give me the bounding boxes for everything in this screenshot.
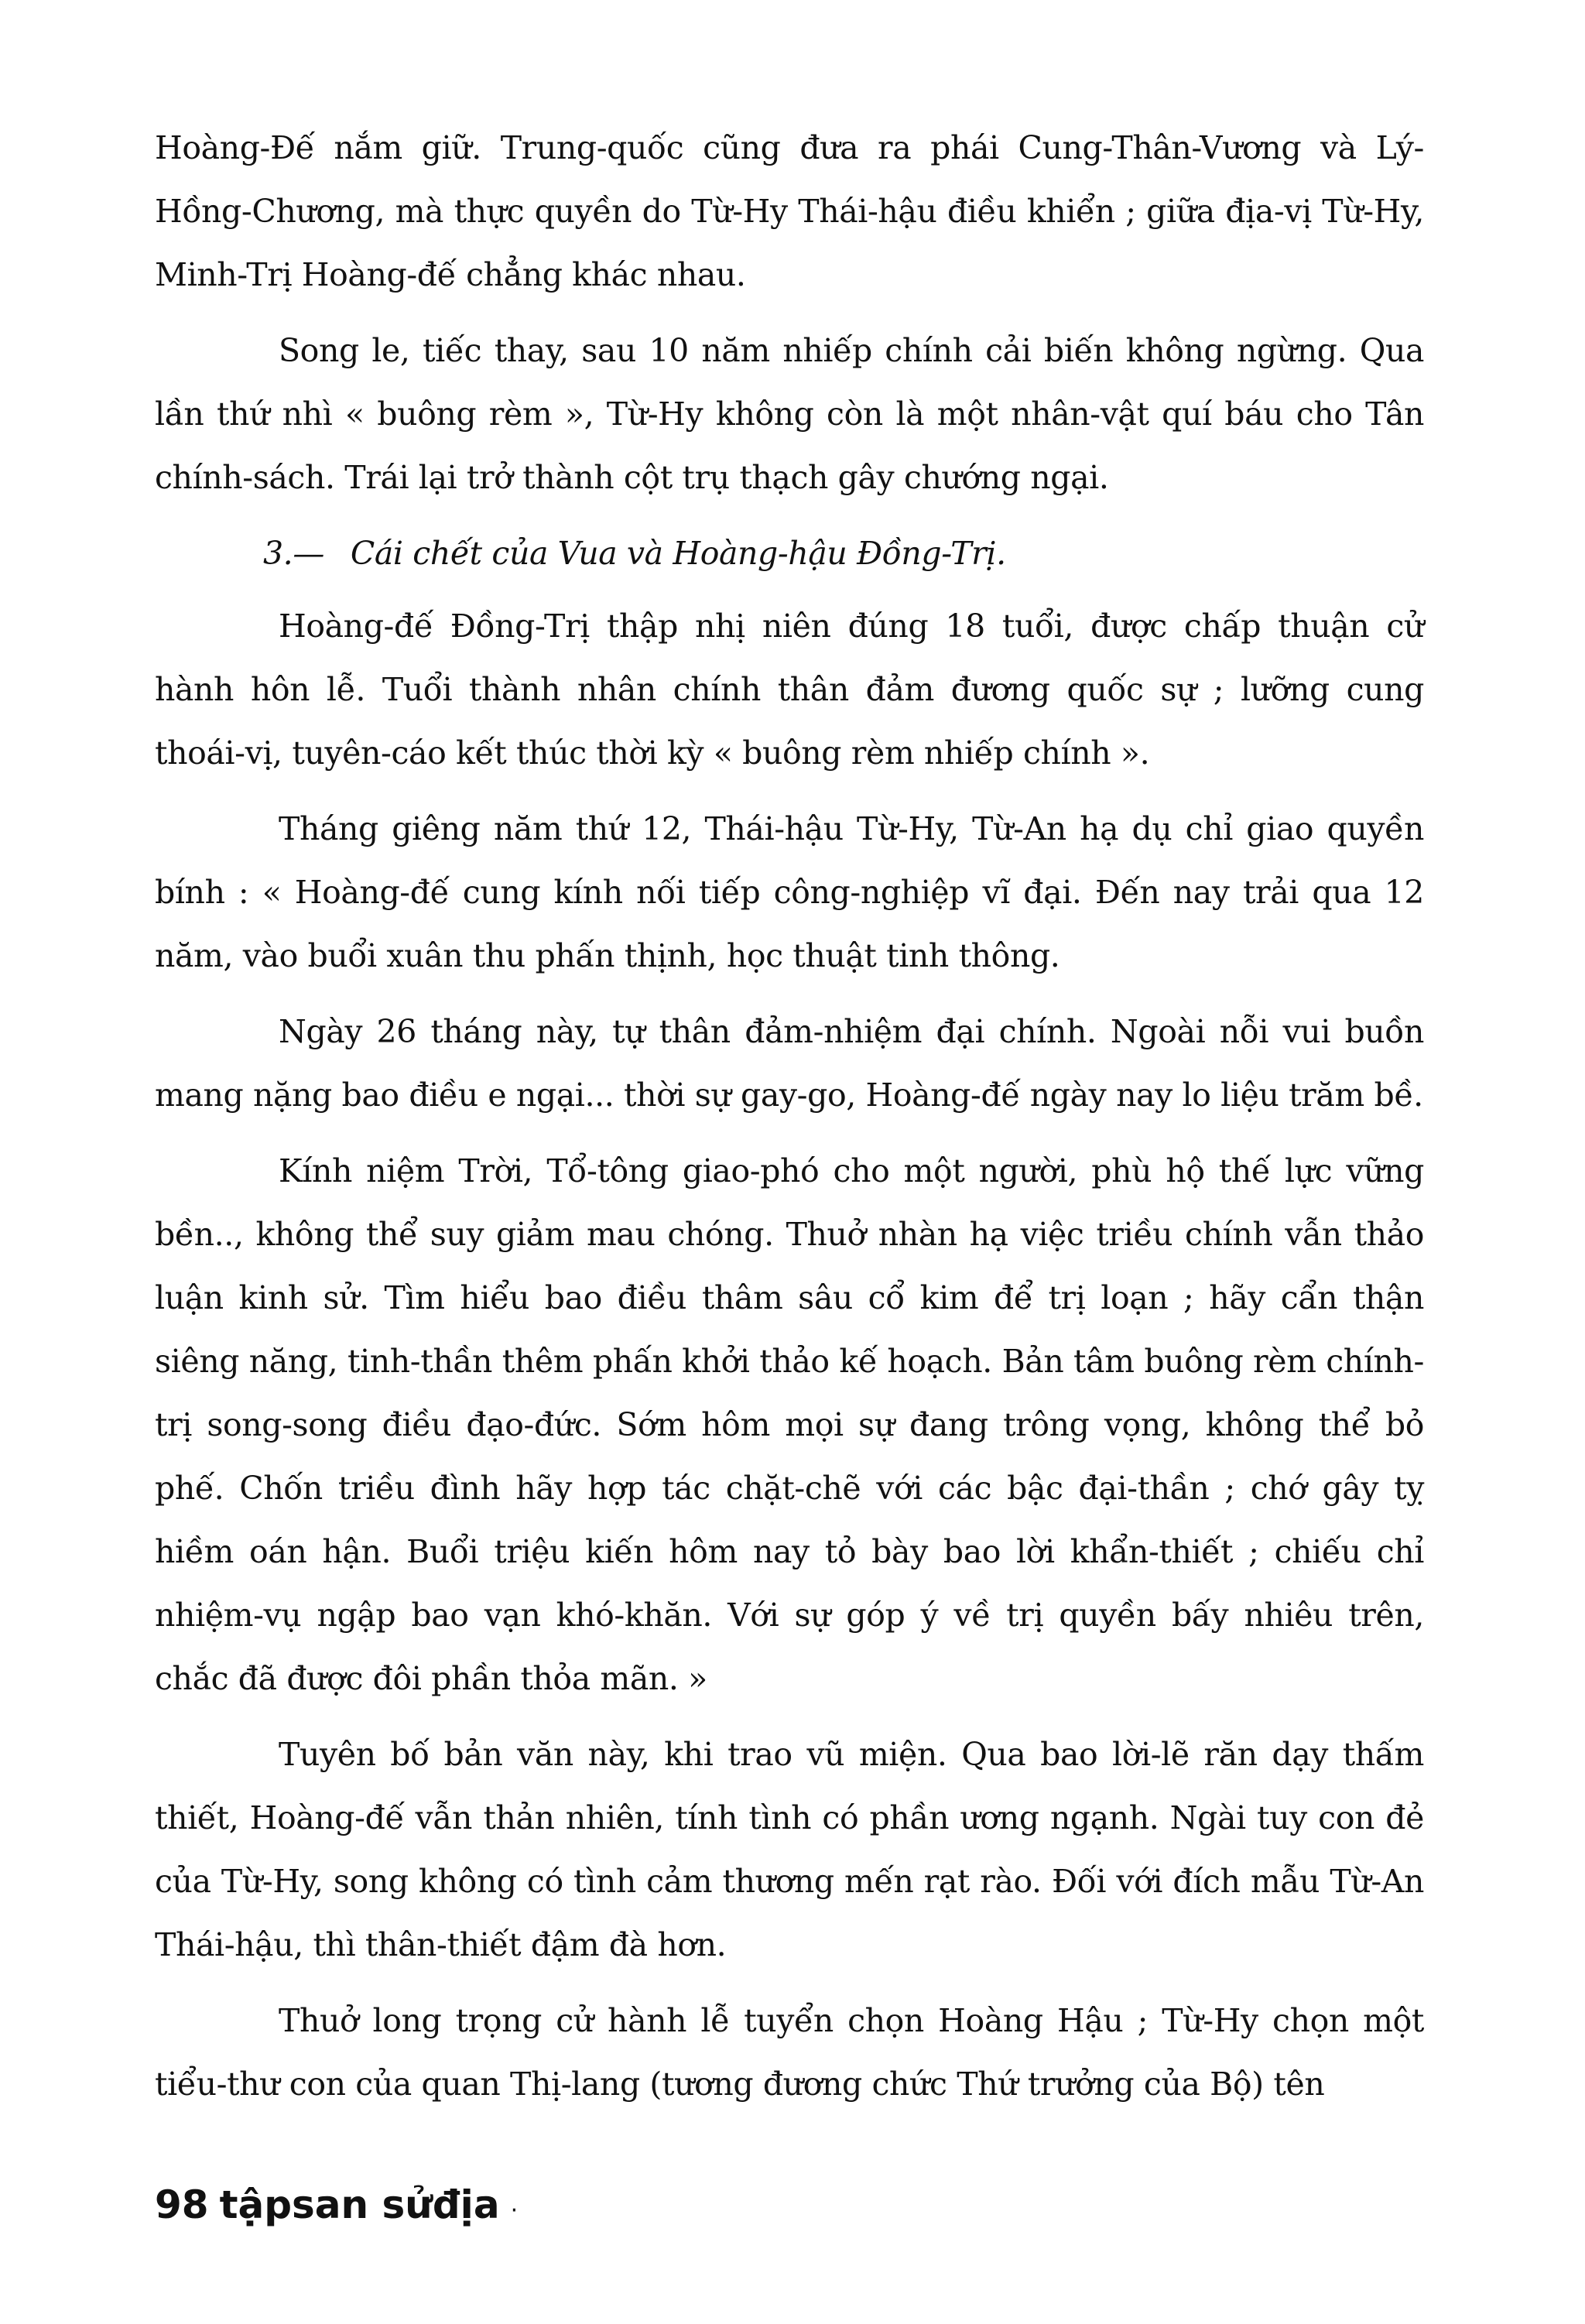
paragraph-2: Song le, tiếc thay, sau 10 năm nhiếp chính cải biến không ngừng. Qua lần thứ nhì « buông rèm », Từ-Hy không còn là một nhân-vật quí báu cho Tân chính-sách. Trái lại trở thành cột trụ thạch gây chướng ngại. [155,332,1424,496]
publication-name: tậpsan sửđịa [219,2182,500,2227]
paragraph-3: Hoàng-đế Đồng-Trị thập nhị niên đúng 18 tuổi, được chấp thuận cử hành hôn lễ. Tuổi thành nhân chính thân đảm đương quốc sự ; lưỡng cung thoái-vị, tuyên-cáo kết thúc thời kỳ « buông rèm nhiếp chính ». [155,608,1424,772]
page-footer [155,2182,518,2227]
paragraph-5: Ngày 26 tháng này, tự thân đảm-nhiệm đại chính. Ngoài nỗi vui buồn mang nặng bao điều e ngại... thời sự gay-go, Hoàng-đế ngày nay lo liệu trăm bề. [155,1013,1424,1114]
paragraph-1: Hoàng-Đế nắm giữ. Trung-quốc cũng đưa ra phái Cung-Thân-Vương và Lý-Hồng-Chương, mà thực quyền do Từ-Hy Thái-hậu điều khiển ; giữa địa-vị Từ-Hy, Minh-Trị Hoàng-đế chẳng khác nhau. [155,129,1424,293]
paragraph-6: Kính niệm Trời, Tổ-tông giao-phó cho một người, phù hộ thế lực vững bền.., không thể suy giảm mau chóng. Thuở nhàn hạ việc triều chính vẫn thảo luận kinh sử. Tìm hiểu bao điều thâm sâu cổ kim để trị loạn ; hãy cẩn thận siêng năng, tinh-thần thêm phấn khởi thảo kế hoạch. Bản tâm buông rèm chính-trị song-song điều đạo-đức. Sớm hôm mọi sự đang trông vọng, không thể bỏ phế. Chốn triều đình hãy hợp tác chặt-chẽ với các bậc đại-thần ; chớ gây tỵ hiềm oán hận. Buổi triệu kiến hôm nay tỏ bày bao lời khẩn-thiết ; chiếu chỉ nhiệm-vụ ngập bao vạn khó-khăn. Với sự góp ý về trị quyền bấy nhiêu trên, chắc đã được đôi phần thỏa mãn. » [155,1152,1424,1697]
section-heading [155,522,1424,585]
body-text [155,116,1424,2128]
paragraph-8: Thuở long trọng cử hành lễ tuyển chọn Hoàng Hậu ; Từ-Hy chọn một tiểu-thư con của quan Thị-lang (tương đương chức Thứ trưởng của Bộ) tên [155,2002,1424,2103]
section-title: Cái chết của Vua và Hoàng-hậu Đồng-Trị. [350,535,1006,572]
page-number: 98 [155,2182,209,2227]
paragraph-4: Tháng giêng năm thứ 12, Thái-hậu Từ-Hy, Từ-An hạ dụ chỉ giao quyền bính : « Hoàng-đế cung kính nối tiếp công-nghiệp vĩ đại. Đến nay trải qua 12 năm, vào buổi xuân thu phấn thịnh, học thuật tinh thông. [155,810,1424,974]
footer-dot-mark: · [510,2197,519,2224]
section-number: 3.— [263,535,324,572]
paragraph-7: Tuyên bố bản văn này, khi trao vũ miện. Qua bao lời-lẽ răn dạy thấm thiết, Hoàng-đế vẫn thản nhiên, tính tình có phần ương ngạnh. Ngài tuy con đẻ của Từ-Hy, song không có tình cảm thương mến rạt rào. Đối với đích mẫu Từ-An Thái-hậu, thì thân-thiết đậm đà hơn. [155,1736,1424,1963]
